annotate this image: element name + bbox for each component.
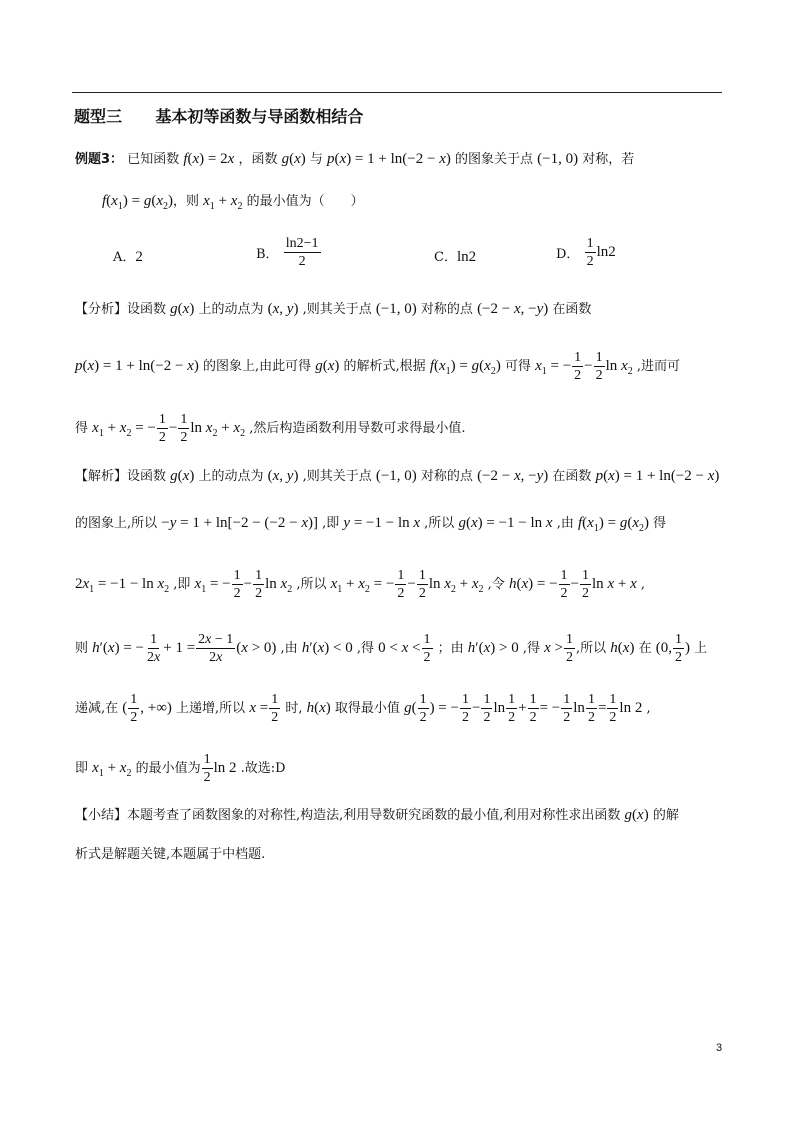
analysis-line-2: p(x) = 1 + ln(−2 − x) 的图象上,由此可得 g(x) 的解析式,根据 $f(x_1) = g(x_2)$ 可得 $x_1$ = − $\frac{1}{2}$ − $\frac{1}{2}$ $\ln x_2$ ,进而可 bbox=[75, 350, 680, 383]
solution-line-3: $2x_1 = -1 - \ln x_2$ ,即 $x_1$ = − $\frac{1}{2}$ − $\frac{1}{2}$ $\ln x_2$ ,所以 $x_1 + x_2$ = − $\frac{1}{2}$ − $\frac{1}{2}$ $\ln x_2 + x_2$ ,令 h(x) = − $\frac{1}{2}$ − $\frac{1}{2}$ ln x + x , bbox=[75, 568, 646, 601]
example-line-1 bbox=[75, 150, 634, 169]
option-a[interactable]: A．2 bbox=[113, 249, 143, 265]
solution-line-5: 递减,在 ( $\frac{1}{2}$ , +∞) 上递增,所以 x = $\frac{1}{2}$ 时, h(x) 取得最小值 g( $\frac{1}{2}$ ) = − $\frac{1}{2}$ − $\frac{1}{2}$ ln $\frac{1}{2}$ + $\frac{1}{2}$ = − $\frac{1}{2}$ ln $\frac{1}{2}$ = $\frac{1}{2}$ ln 2 , bbox=[75, 692, 651, 725]
option-d-fraction: $\frac{1}{2}$ bbox=[586, 236, 594, 269]
analysis-line-3: 得 $x_1 + x_2$ = − $\frac{1}{2}$ − $\frac{1}{2}$ $\ln x_2 + x_2$ ,然后构造函数利用导数可求得最小值. bbox=[75, 412, 466, 445]
analysis-tag: 【分析】 bbox=[75, 302, 128, 317]
solution-tag: 【解析】 bbox=[75, 469, 128, 484]
example-label: 例题3： bbox=[75, 152, 124, 167]
header-rule bbox=[72, 92, 722, 93]
page-number: 3 bbox=[716, 1042, 723, 1054]
option-b[interactable]: B． $\frac{\ln 2-1}{2}$ bbox=[256, 236, 319, 269]
option-d[interactable]: D． $\frac{1}{2}$ ln2 bbox=[556, 236, 616, 269]
analysis-line-1: 【分析】设函数 g(x) 上的动点为 (x, y) ,则其关于点 (−1, 0) 对称的点 (−2 − x, −y) 在函数 bbox=[75, 301, 592, 317]
example-text-1: 已知函数 f(x) = 2x ，函数 g(x) 与 p(x) = 1 + ln(−2 − x) 的图象关于点 (−1, 0) 对称，若 bbox=[127, 151, 635, 167]
solution-line-1: 【解析】设函数 g(x) 上的动点为 (x, y) ,则其关于点 (−1, 0) 对称的点 (−2 − x, −y) 在函数 p(x) = 1 + ln(−2 − x) bbox=[75, 468, 720, 484]
example-line-2: $f(x_1) = g(x_2)$，则 $x_1 + x_2$ 的最小值为（ ） bbox=[102, 193, 364, 212]
solution-line-2: 的图象上,所以 −y = 1 + ln[−2 − (−2 − x)] ,即 y = −1 − ln x ,所以 g(x) = −1 − ln x ,由 $f(x_1) = g(x_2)$ 得 bbox=[75, 515, 667, 534]
summary-line-2: 析式是解题关键,本题属于中档题. bbox=[75, 847, 266, 862]
solution-line-4: 则 h′(x) = − $\frac{1}{2x}$ + 1 = $\frac{2x - 1}{2x}$ (x > 0) ,由 h′(x) < 0 ,得 0 < x < $\frac{1}{2}$ ；由 h′(x) > 0 ,得 x > $\frac{1}{2}$ ,所以 h(x) 在 (0, $\frac{1}{2}$ ) 上 bbox=[75, 632, 708, 665]
option-b-fraction: $\frac{\ln 2-1}{2}$ bbox=[285, 236, 319, 269]
summary-line-1: 【小结】本题考查了函数图象的对称性,构造法,利用导数研究函数的最小值,利用对称性求出函数 g(x) 的解 bbox=[75, 807, 679, 823]
solution-line-6: 即 $x_1 + x_2$ 的最小值为 $\frac{1}{2}$ ln 2 .故选:D bbox=[75, 752, 286, 785]
section-heading: 题型三 基本初等函数与导函数相结合 bbox=[74, 107, 364, 126]
summary-tag: 【小结】 bbox=[75, 808, 128, 823]
option-c[interactable]: C．ln2 bbox=[434, 249, 477, 265]
